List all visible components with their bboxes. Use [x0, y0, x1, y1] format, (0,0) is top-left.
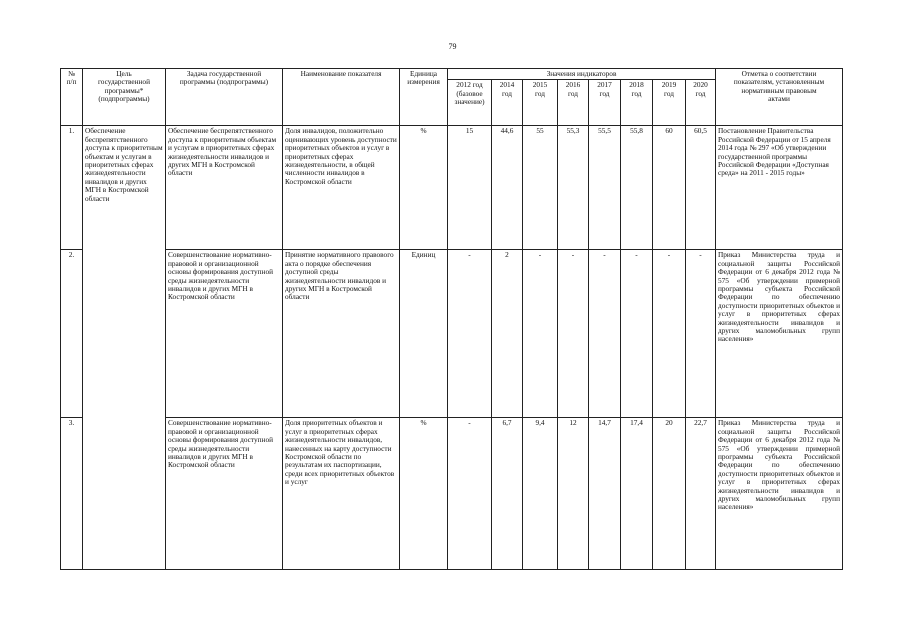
header-year-2012: 2012 год (базовое значение) [448, 80, 492, 126]
indicator-cell: Доля приоритетных объектов и услуг в приоритетных сферах жизнедеятельности инвалидов, нанесенных на карту доступности Костромской области по результатам их паспортизации, среди всех приоритетных объектов и услуг [283, 418, 400, 570]
header-year-2019: 2019 год [653, 80, 686, 126]
header-goal: Цель государственной программы* (подпрограммы) [83, 69, 166, 126]
header-num: № п/п [61, 69, 83, 126]
unit-cell: % [400, 418, 448, 570]
indicators-table [60, 68, 843, 570]
note-cell: Приказ Министерства труда и социальной защиты Российской Федерации от 6 декабря 2012 года № 575 «Об утверждении примерной программы субъекта Российской Федерации по обеспечению доступности приоритетных объектов и услуг в приоритетных сферах жизнедеятельности инвалидов и других маломобильных групп населения» [716, 250, 843, 418]
value-cell: 17,4 [621, 418, 653, 570]
value-cell: 44,6 [492, 126, 523, 250]
table-row [61, 250, 843, 418]
value-cell: 55,3 [558, 126, 589, 250]
value-cell: - [621, 250, 653, 418]
value-cell: 20 [653, 418, 686, 570]
value-cell: 55,8 [621, 126, 653, 250]
value-cell: - [589, 250, 621, 418]
task-cell: Обеспечение беспрепятственного доступа к приоритетным объектам и услугам в приоритетных сферах жизнедеятельности инвалидов и других МГН в Костромской области [166, 126, 283, 250]
indicator-cell: Принятие нормативного правового акта о порядке обеспечения доступной среды жизнедеятельности инвалидов и других МГН в Костромской области [283, 250, 400, 418]
value-cell: - [686, 250, 716, 418]
value-cell: - [523, 250, 558, 418]
header-indicator: Наименование показателя [283, 69, 400, 126]
header-note: Отметка о соответствии показателям, установленным нормативным правовым актами [716, 69, 843, 126]
row-number: 2. [61, 250, 83, 418]
value-cell: 12 [558, 418, 589, 570]
value-cell: 55 [523, 126, 558, 250]
header-row-1 [61, 69, 843, 80]
value-cell: - [558, 250, 589, 418]
header-year-2018: 2018 год [621, 80, 653, 126]
value-cell: 9,4 [523, 418, 558, 570]
header-task: Задача государственной программы (подпрограммы) [166, 69, 283, 126]
row-number: 1. [61, 126, 83, 250]
table-row [61, 126, 843, 250]
header-year-2020: 2020 год [686, 80, 716, 126]
value-cell: 15 [448, 126, 492, 250]
value-cell: 2 [492, 250, 523, 418]
value-cell: - [653, 250, 686, 418]
unit-cell: % [400, 126, 448, 250]
value-cell: - [448, 250, 492, 418]
header-year-2016: 2016 год [558, 80, 589, 126]
header-unit: Единица измерения [400, 69, 448, 126]
value-cell: 14,7 [589, 418, 621, 570]
header-year-2015: 2015 год [523, 80, 558, 126]
value-cell: 22,7 [686, 418, 716, 570]
header-year-2014: 2014 год [492, 80, 523, 126]
note-cell: Постановление Правительства Российской Федерации от 15 апреля 2014 года № 297 «Об утверждении государственной программы Российской Федерации «Доступная среда» на 2011 - 2015 годы» [716, 126, 843, 250]
goal-cell: Обеспечение беспрепятственного доступа к приоритетным объектам и услугам в приоритетных сферах жизнедеятельности инвалидов и других МГН в Костромской области [83, 126, 166, 570]
indicator-cell: Доля инвалидов, положительно оценивающих уровень доступности приоритетных объектов и услуг в приоритетных сферах жизнедеятельности, в общей численности инвалидов в Костромской области [283, 126, 400, 250]
header-values-group: Значения индикаторов [448, 69, 716, 80]
page-number: 79 [448, 42, 457, 51]
task-cell: Совершенствование нормативно-правовой и организационной основы формирования доступной среды жизнедеятельности инвалидов и других МГН в Костромской области [166, 250, 283, 418]
value-cell: 60,5 [686, 126, 716, 250]
table-row [61, 418, 843, 570]
value-cell: 55,5 [589, 126, 621, 250]
value-cell: 6,7 [492, 418, 523, 570]
task-cell: Совершенствование нормативно-правовой и организационной основы формирования доступной среды жизнедеятельности инвалидов и других МГН в Костромской области [166, 418, 283, 570]
row-number: 3. [61, 418, 83, 570]
value-cell: 60 [653, 126, 686, 250]
header-year-2017: 2017 год [589, 80, 621, 126]
note-cell: Приказ Министерства труда и социальной защиты Российской Федерации от 6 декабря 2012 года № 575 «Об утверждении примерной программы субъекта Российской Федерации по обеспечению доступности приоритетных объектов и услуг в приоритетных сферах жизнедеятельности инвалидов и других маломобильных групп населения» [716, 418, 843, 570]
value-cell: - [448, 418, 492, 570]
unit-cell: Единиц [400, 250, 448, 418]
